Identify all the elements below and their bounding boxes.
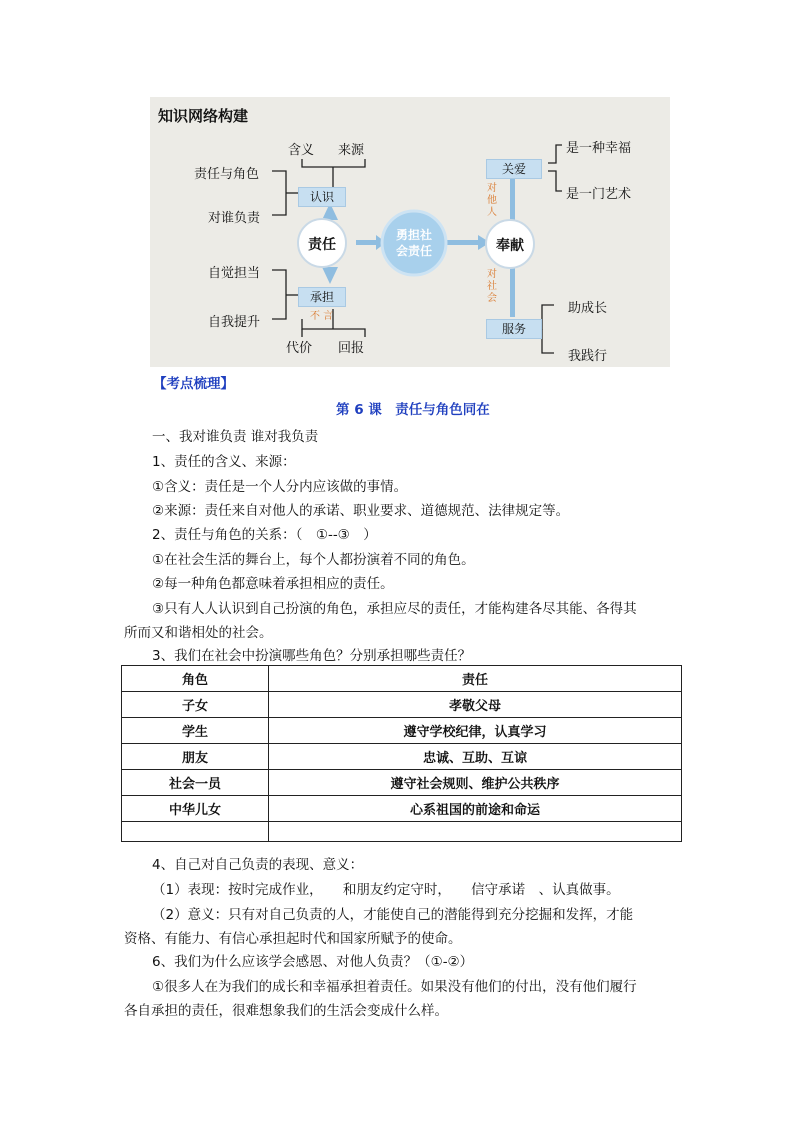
cell-responsibility: 忠诚、互助、互谅 [269,744,682,770]
circle-yongdan-shehui-zeren [386,227,442,259]
cell-responsibility: 遵守学校纪律，认真学习 [269,718,682,744]
label-huibao: 回报 [338,341,365,356]
cell-empty [122,822,269,842]
answer-1a: ①含义：责任是一个人分内应该做的事情。 [152,479,408,495]
label-dui-shehui: 对社会 [487,269,497,304]
label-wo-jianxing: 我践行 [568,349,608,364]
cell-responsibility: 心系祖国的前途和命运 [269,796,682,822]
label-zhu-chengzhang: 助成长 [568,301,608,316]
answer-6a: ①很多人在为我们的成长和幸福承担着责任。如果没有他们的付出，没有他们履行各自承担的责任，很难想象我们的生活会变成什么样。 [124,979,637,1019]
header-responsibility: 责任 [269,666,682,692]
answer-1b: ②来源：责任来自对他人的承诺、职业要求、道德规范、法律规定等。 [152,503,570,519]
lesson-title: 第 6 课 责任与角色同在 [336,402,490,418]
label-yishu: 是一门艺术 [566,187,632,202]
box-guanai: 关爱 [486,159,542,179]
answer-4a: （1）表现：按时完成作业， 和朋友约定守时， 信守承诺 、认真做事。 [152,882,620,898]
label-xingfu: 是一种幸福 [566,141,632,156]
circle-fengxian: 奉献 [496,238,524,254]
diagram-title: 知识网络构建 [158,107,249,125]
box-fuwu: 服务 [486,319,542,339]
table-row [122,770,682,796]
label-zeren-yu-juese: 责任与角色 [194,167,260,182]
center-line-1: 勇担社 [395,228,432,242]
answer-4b: （2）意义：只有对自己负责的人，才能使自己的潜能得到充分挖掘和发挥，才能资格、有能力、有信心承担起时代和国家所赋予的使命。 [124,907,634,947]
question-4: 4、自己对自己负责的表现、意义： [152,857,364,873]
cell-empty [269,822,682,842]
question-6: 6、我们为什么应该学会感恩、对他人负责？（①-②） [152,954,474,970]
knowledge-network-diagram [150,97,670,367]
circle-zeren: 责任 [308,237,336,253]
cell-role: 社会一员 [122,770,269,796]
question-1: 1、责任的含义、来源： [152,454,296,470]
box-renshi: 认识 [298,187,346,207]
label-hanyi: 含义 [288,143,315,158]
label-laiyuan: 来源 [338,143,365,158]
cell-role: 朋友 [122,744,269,770]
question-2: 2、责任与角色的关系：（ ①--③ ） [152,527,377,543]
label-ziwo-tisheng: 自我提升 [208,315,261,330]
table-row [122,718,682,744]
heading-1: 一、我对谁负责 谁对我负责 [152,429,319,445]
cell-role: 学生 [122,718,269,744]
label-dui-taren: 对他人 [487,183,497,218]
table-row [122,692,682,718]
answer-2c: ③只有人人认识到自己扮演的角色，承担应尽的责任，才能构建各尽其能、各得其所而又和谐相处的社会。 [124,601,637,641]
cell-role: 子女 [122,692,269,718]
cell-responsibility: 孝敬父母 [269,692,682,718]
label-zijue-dandang: 自觉担当 [208,266,261,281]
answer-2a: ①在社会生活的舞台上，每个人都扮演着不同的角色。 [152,552,475,568]
center-line-2: 会责任 [395,244,432,258]
table-row [122,744,682,770]
header-role: 角色 [122,666,269,692]
label-daijia: 代价 [286,341,313,356]
table-header-row [122,666,682,692]
cell-role: 中华儿女 [122,796,269,822]
label-dui-shui-fuze: 对谁负责 [208,211,261,226]
label-buyan: 不 言 [310,311,334,322]
table-blank-row [122,822,682,842]
answer-2b: ②每一种角色都意味着承担相应的责任。 [152,576,394,592]
roles-table [121,665,682,842]
box-chengdan: 承担 [298,287,346,307]
question-3: 3、我们在社会中扮演哪些角色？分别承担哪些责任？ [152,648,472,664]
section-tag: 【考点梳理】 [153,376,234,392]
cell-responsibility: 遵守社会规则、维护公共秩序 [269,770,682,796]
table-row [122,796,682,822]
